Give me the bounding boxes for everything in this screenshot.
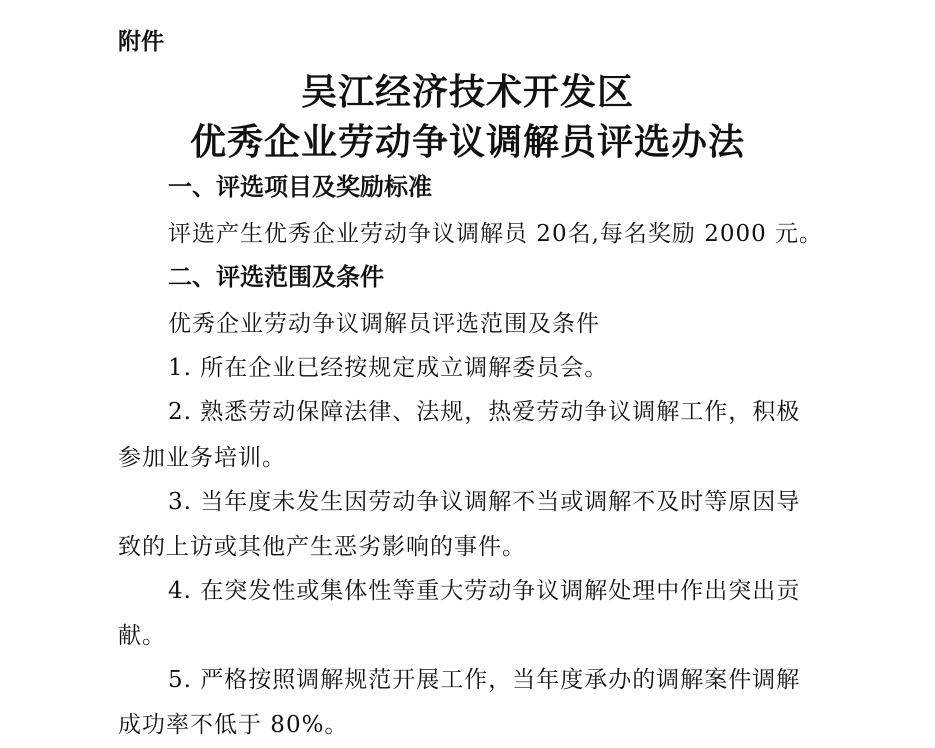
- list-item-text: 4. 在突发性或集体性等重大劳动争议调解处理中作出突出贡: [168, 578, 801, 604]
- paragraph-text: 评选产生优秀企业劳动争议调解员 20名,每名奖励 2000 元。: [168, 221, 824, 247]
- list-item-text: 参加业务培训。: [118, 445, 286, 471]
- list-item: [118, 569, 848, 614]
- list-item: [118, 480, 848, 525]
- list-item-continuation: [118, 703, 848, 748]
- list-item-text: 3. 当年度未发生因劳动争议调解不当或调解不及时等原因导: [168, 489, 801, 515]
- list-item-text: 2. 熟悉劳动保障法律、法规，热爱劳动争议调解工作，积极: [168, 399, 801, 425]
- list-item-text: 1. 所在企业已经按规定成立调解委员会。: [168, 355, 609, 381]
- list-item-text: 献。: [118, 623, 166, 649]
- list-item-continuation: [118, 436, 848, 481]
- list-item-text: 致的上访或其他产生恶劣影响的事件。: [118, 534, 526, 560]
- list-item-text: 成功率不低于 80%。: [118, 712, 349, 738]
- list-item: [118, 390, 848, 435]
- paragraph-text: 优秀企业劳动争议调解员评选范围及条件: [168, 311, 600, 337]
- list-item-continuation: [118, 525, 848, 570]
- list-item: [118, 658, 848, 703]
- list-item-text: 5. 严格按照调解规范开展工作，当年度承办的调解案件调解: [168, 667, 801, 693]
- paragraph: [118, 302, 848, 347]
- list-item: [118, 346, 848, 391]
- document-title-line2: 优秀企业劳动争议调解员评选办法: [189, 122, 745, 163]
- paragraph: [118, 212, 848, 257]
- attachment-label: 附件: [118, 29, 164, 55]
- list-item-continuation: [118, 614, 848, 659]
- section-heading-2: 二、评选范围及条件: [168, 263, 384, 291]
- section-heading-1: 一、评选项目及奖励标准: [168, 173, 432, 201]
- document-title-line1: 吴江经济技术开发区: [300, 72, 634, 113]
